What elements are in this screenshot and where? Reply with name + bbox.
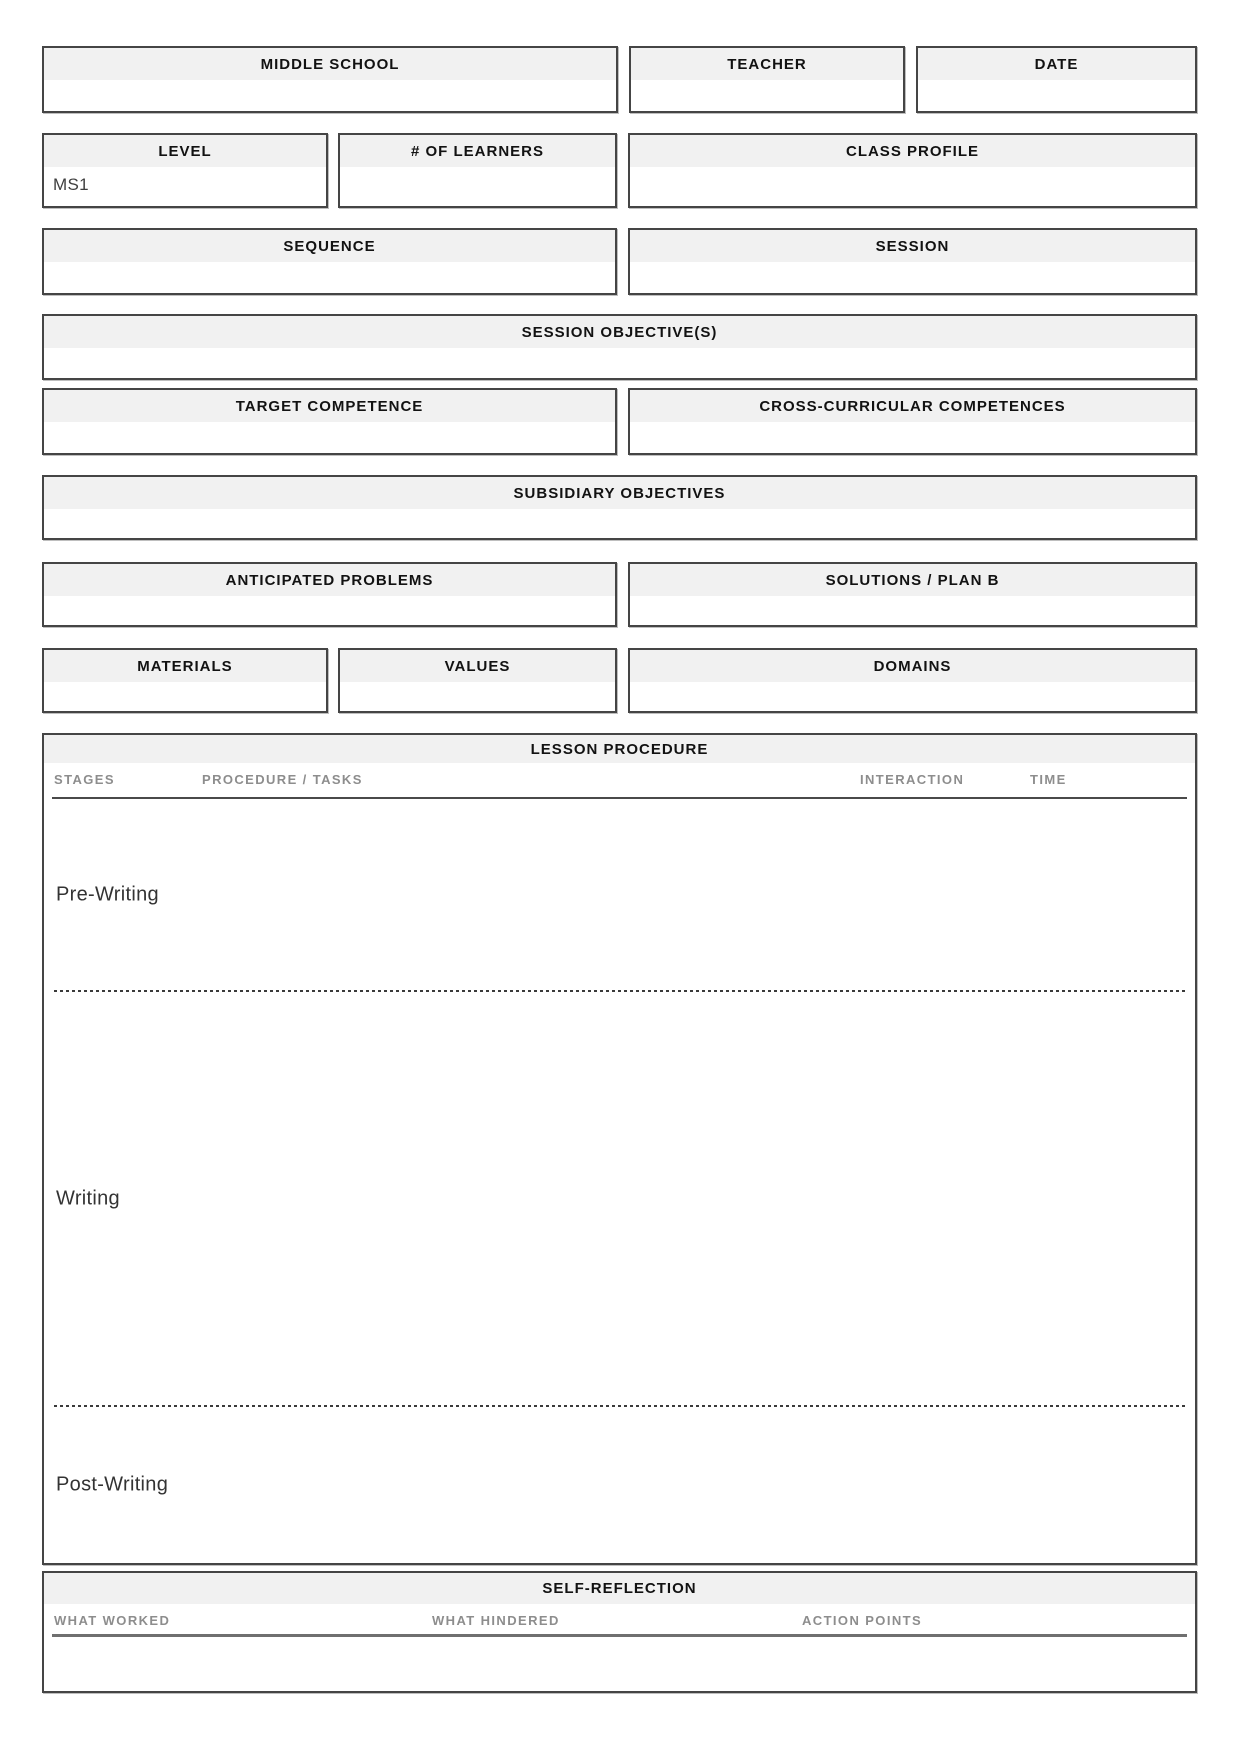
subsidiary-objectives-box	[42, 475, 1197, 540]
session-header	[630, 230, 1195, 262]
class-profile-header	[630, 135, 1195, 167]
session-objectives-label: SESSION OBJECTIVE(S)	[521, 323, 718, 341]
stage-label-writing: Writing	[56, 1187, 120, 1209]
cross-curricular-label: CROSS-CURRICULAR COMPETENCES	[759, 397, 1066, 415]
row-sequence-session	[42, 228, 1197, 295]
values-field[interactable]	[340, 682, 615, 711]
cross-curricular-box	[628, 388, 1197, 455]
lesson-procedure-box	[42, 733, 1197, 1565]
session-objectives-field[interactable]	[44, 348, 1195, 378]
values-label: VALUES	[444, 657, 511, 675]
column-stages: STAGES	[54, 772, 115, 787]
class-profile-label: CLASS PROFILE	[845, 142, 979, 160]
learners-field[interactable]	[340, 167, 615, 206]
stage-row-pre-writing[interactable]	[44, 799, 1195, 990]
level-label: LEVEL	[158, 142, 212, 160]
column-what-hindered: WHAT HINDERED	[432, 1613, 560, 1628]
column-interaction: INTERACTION	[860, 772, 965, 787]
row-materials-values-domains	[42, 648, 1197, 713]
teacher-field[interactable]	[631, 80, 903, 111]
stage-label-pre-writing: Pre-Writing	[56, 883, 159, 905]
target-competence-field[interactable]	[44, 422, 615, 453]
level-header	[44, 135, 326, 167]
teacher-header	[631, 48, 903, 80]
lesson-procedure-column-headers	[44, 763, 1195, 797]
solutions-header	[630, 564, 1195, 596]
cross-curricular-header	[630, 390, 1195, 422]
lesson-procedure-title: LESSON PROCEDURE	[530, 740, 709, 758]
column-procedure-tasks: PROCEDURE / TASKS	[202, 772, 363, 787]
sequence-label: SEQUENCE	[283, 237, 376, 255]
cross-curricular-field[interactable]	[630, 422, 1195, 453]
target-competence-header	[44, 390, 615, 422]
values-box	[338, 648, 617, 713]
self-reflection-title: SELF-REFLECTION	[542, 1580, 697, 1597]
domains-header	[630, 650, 1195, 682]
class-profile-field[interactable]	[630, 167, 1195, 206]
sequence-box	[42, 228, 617, 295]
level-box	[42, 133, 328, 208]
learners-header	[340, 135, 615, 167]
row-school-teacher-date	[42, 46, 1197, 113]
anticipated-problems-field[interactable]	[44, 596, 615, 625]
lesson-procedure-header	[44, 735, 1195, 763]
materials-label: MATERIALS	[137, 657, 233, 675]
middle-school-box	[42, 46, 618, 113]
stage-label-post-writing: Post-Writing	[56, 1473, 169, 1496]
solutions-field[interactable]	[630, 596, 1195, 625]
values-header	[340, 650, 615, 682]
level-field[interactable]: MS1	[53, 175, 89, 194]
session-field[interactable]	[630, 262, 1195, 293]
row-level-learners-profile	[42, 133, 1197, 208]
subsidiary-objectives-header	[44, 477, 1195, 509]
middle-school-label: MIDDLE SCHOOL	[260, 55, 400, 73]
subsidiary-objectives-label: SUBSIDIARY OBJECTIVES	[513, 484, 726, 502]
stage-row-post-writing[interactable]	[44, 1407, 1195, 1563]
domains-field[interactable]	[630, 682, 1195, 711]
solutions-label: SOLUTIONS / PLAN B	[825, 571, 1000, 589]
class-profile-box	[628, 133, 1197, 208]
column-action-points: ACTION POINTS	[802, 1613, 923, 1628]
sequence-field[interactable]	[44, 262, 615, 293]
self-reflection-field[interactable]	[44, 1637, 1195, 1691]
anticipated-problems-header	[44, 564, 615, 596]
learners-box	[338, 133, 617, 208]
materials-box	[42, 648, 328, 713]
sequence-header	[44, 230, 615, 262]
column-time: TIME	[1030, 772, 1067, 787]
session-objectives-box	[42, 314, 1197, 380]
target-competence-label: TARGET COMPETENCE	[235, 397, 424, 415]
teacher-label: TEACHER	[727, 55, 807, 73]
domains-label: DOMAINS	[873, 657, 952, 675]
target-competence-box	[42, 388, 617, 455]
subsidiary-objectives-field[interactable]	[44, 509, 1195, 538]
session-label: SESSION	[875, 237, 950, 255]
row-problems-solutions	[42, 562, 1197, 627]
column-what-worked: WHAT WORKED	[54, 1613, 171, 1628]
self-reflection-column-headers	[44, 1604, 1195, 1634]
anticipated-problems-label: ANTICIPATED PROBLEMS	[225, 571, 434, 589]
self-reflection-header	[44, 1573, 1195, 1604]
middle-school-field[interactable]	[44, 80, 616, 111]
date-field[interactable]	[918, 80, 1195, 111]
teacher-box	[629, 46, 905, 113]
session-box	[628, 228, 1197, 295]
learners-label: # OF LEARNERS	[410, 142, 544, 160]
session-objectives-header	[44, 316, 1195, 348]
stage-row-writing[interactable]	[44, 992, 1195, 1405]
date-box	[916, 46, 1197, 113]
anticipated-problems-box	[42, 562, 617, 627]
self-reflection-box	[42, 1571, 1197, 1693]
date-header	[918, 48, 1195, 80]
solutions-box	[628, 562, 1197, 627]
materials-field[interactable]	[44, 682, 326, 711]
date-label: DATE	[1034, 55, 1079, 73]
row-competences	[42, 388, 1197, 455]
middle-school-header	[44, 48, 616, 80]
domains-box	[628, 648, 1197, 713]
materials-header	[44, 650, 326, 682]
